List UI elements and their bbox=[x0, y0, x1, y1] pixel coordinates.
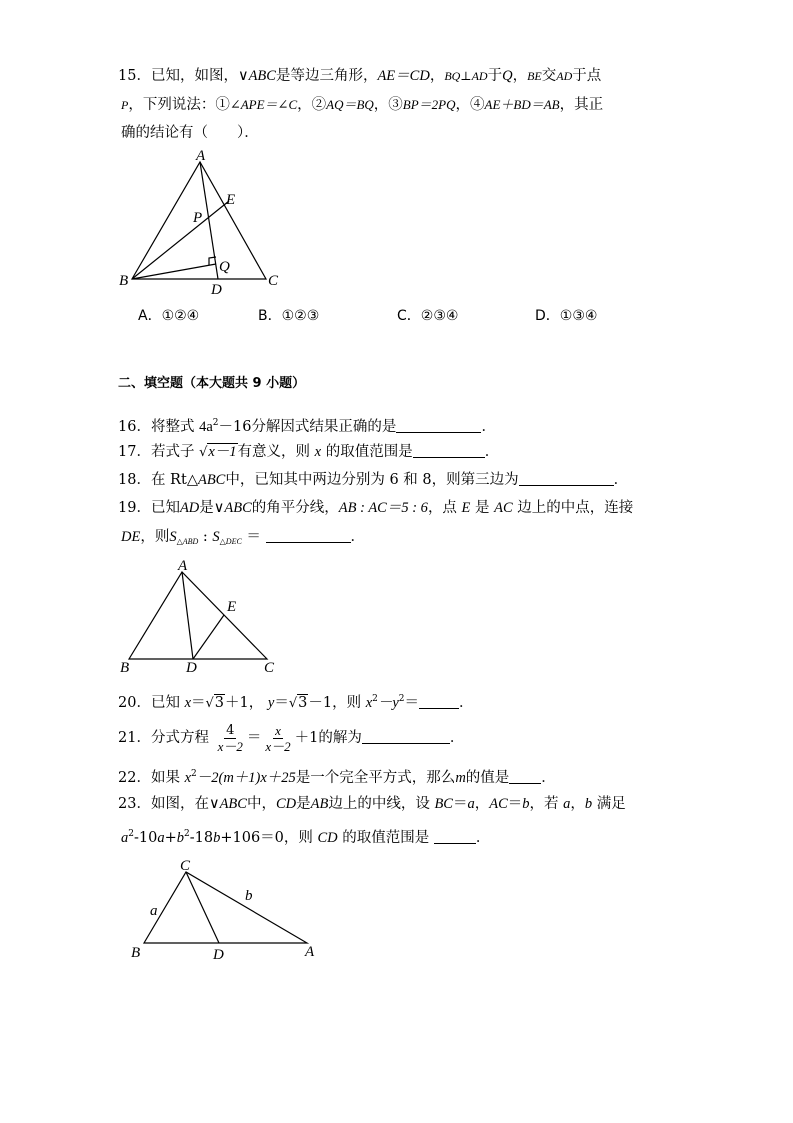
q15-label-a: A bbox=[196, 148, 206, 164]
q20: 20．已知 x＝√3＋1， y＝√3－1，则 $x^2-y^2=$ ． bbox=[118, 694, 474, 711]
q23-label-side-a: a bbox=[150, 903, 158, 919]
q23-label-b: B bbox=[131, 945, 141, 961]
q19-label-e: E bbox=[227, 599, 237, 615]
q15-line3: 确的结论有（ ）． bbox=[121, 125, 259, 141]
q23-label-a: A bbox=[305, 944, 315, 960]
q17: 17．若式子 √x－1有意义，则 x 的取值范围是 ． bbox=[118, 444, 500, 460]
q15-option-c[interactable]: C．②③④ bbox=[397, 308, 459, 324]
q15-label-c: C bbox=[268, 273, 279, 289]
q19-line1: 19．已知AD是∨ABC的角平分线，AB : AC＝5 : 6，点 E 是 AC 边上的中点，连接 bbox=[118, 500, 634, 516]
q15-label-p: P bbox=[193, 210, 203, 226]
q19-label-b: B bbox=[120, 660, 130, 676]
q19-label-c: C bbox=[264, 660, 275, 676]
section-title: 二、填空题（本大题共 9 小题） bbox=[118, 376, 306, 391]
q21: 21．分式方程 $\frac{4}{x-2}$ ＝ $\frac{x}{x-2}$ ＋1的解为 ． bbox=[118, 722, 465, 754]
q15-line2: P，下列说法：①∠APE＝∠C，②AQ＝BQ，③BP＝2PQ，④AE＋BD＝AB，其正 bbox=[121, 97, 604, 113]
q15-option-b[interactable]: B．①②③ bbox=[258, 308, 320, 324]
q15-label-b: B bbox=[119, 273, 129, 289]
q16: 16．将整式 $4a^2-16$分解因式结果正确的是 ． bbox=[118, 418, 496, 435]
q22: 22．如果 $x^2-2(m+1)x+25$是一个完全平方式，那么m的值是 ． bbox=[118, 769, 556, 786]
q23-label-d: D bbox=[213, 947, 224, 963]
q15-label-e: E bbox=[226, 192, 236, 208]
q23-label-side-b: b bbox=[245, 888, 253, 904]
q15-label-q: Q bbox=[219, 259, 230, 275]
q23-line1: 23．如图，在∨ABC中，CD是AB边上的中线，设 BC＝a，AC＝b，若 a，b 满足 bbox=[118, 796, 626, 812]
q15-option-a[interactable]: A．①②④ bbox=[138, 308, 200, 324]
q19-line2: DE，则$S_{\triangle ABD}$ : $S_{\triangle DEC}$ ＝ ． bbox=[121, 529, 366, 546]
q19-label-d: D bbox=[186, 660, 197, 676]
q23-label-c: C bbox=[180, 858, 191, 874]
q15-label-d: D bbox=[211, 282, 222, 298]
q19-label-a: A bbox=[178, 558, 188, 574]
q18: 18．在 Rt△ABC中，已知其中两边分别为 6 和 8，则第三边为 ． bbox=[118, 472, 629, 488]
q23-line2: $a^2-10a+b^2-18b+106=0$，则 CD 的取值范围是 ． bbox=[121, 829, 491, 846]
q15-option-d[interactable]: D．①③④ bbox=[535, 308, 598, 324]
q15-line1: 15．已知，如图，∨ABC是等边三角形，AE＝CD，BQ⊥AD于Q，BE交AD于点 bbox=[118, 68, 602, 84]
